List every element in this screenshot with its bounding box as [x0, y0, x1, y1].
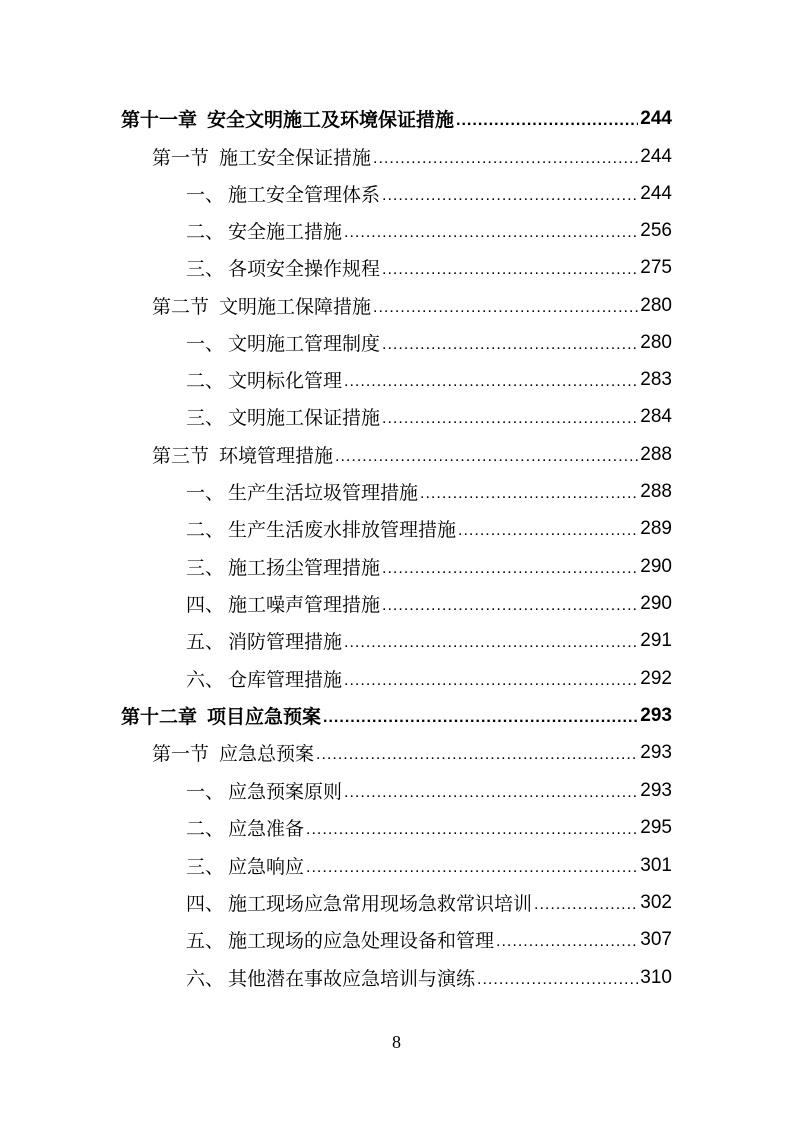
toc-subsection[interactable]: [186, 884, 672, 921]
entry-page-number: 290: [640, 555, 672, 577]
entry-title: 施工扬尘管理措施: [228, 557, 381, 579]
entry-page-number: 295: [640, 816, 672, 838]
toc-subsection[interactable]: [186, 585, 672, 622]
entry-page-number: 244: [640, 107, 672, 129]
toc-subsection[interactable]: [186, 398, 672, 435]
entry-title: 文明施工保障措施: [219, 296, 372, 318]
entry-prefix: 二、: [186, 519, 225, 541]
entry-title: 文明施工管理制度: [228, 333, 381, 355]
entry-title: 应急预案原则: [228, 781, 343, 803]
dot-leader: [344, 634, 638, 652]
dot-leader: [382, 187, 638, 205]
dot-leader: [458, 522, 638, 540]
toc-subsection[interactable]: [186, 473, 672, 510]
entry-prefix: 一、: [186, 781, 225, 803]
entry-page-number: 290: [640, 592, 672, 614]
entry-title: 施工安全管理体系: [228, 184, 381, 206]
entry-prefix: 二、: [186, 370, 225, 392]
entry-prefix: 三、: [186, 407, 225, 429]
entry-page-number: 284: [640, 405, 672, 427]
entry-page-number: 283: [640, 368, 672, 390]
entry-page-number: 291: [640, 629, 672, 651]
entry-prefix: 第一节: [152, 743, 210, 765]
entry-page-number: 302: [640, 891, 672, 913]
toc-subsection[interactable]: [186, 772, 672, 809]
entry-title: 环境管理措施: [219, 445, 334, 467]
dot-leader: [344, 373, 638, 391]
entry-page-number: 293: [640, 741, 672, 763]
entry-prefix: 一、: [186, 482, 225, 504]
entry-prefix: 四、: [186, 893, 225, 915]
entry-prefix: 第一节: [152, 147, 210, 169]
toc-subsection[interactable]: [186, 622, 672, 659]
toc-subsection[interactable]: [186, 175, 672, 212]
entry-page-number: 288: [640, 443, 672, 465]
entry-prefix: 三、: [186, 557, 225, 579]
entry-prefix: 第二节: [152, 296, 210, 318]
toc-subsection[interactable]: [186, 361, 672, 398]
entry-page-number: 244: [640, 182, 672, 204]
entry-prefix: 四、: [186, 594, 225, 616]
toc-subsection[interactable]: [186, 809, 672, 846]
dot-leader: [496, 933, 638, 951]
toc-subsection[interactable]: [186, 249, 672, 286]
entry-prefix: 三、: [186, 856, 225, 878]
toc-section[interactable]: [152, 734, 672, 771]
entry-title: 应急准备: [228, 818, 305, 840]
dot-leader: [382, 597, 638, 615]
entry-page-number: 280: [640, 294, 672, 316]
dot-leader: [373, 299, 638, 317]
toc-chapter[interactable]: [121, 697, 672, 734]
entry-prefix: 一、: [186, 333, 225, 355]
entry-title: 生产生活垃圾管理措施: [228, 482, 419, 504]
dot-leader: [344, 224, 638, 242]
entry-title: 仓库管理措施: [228, 669, 343, 691]
entry-title: 应急响应: [228, 856, 305, 878]
toc-subsection[interactable]: [186, 660, 672, 697]
dot-leader: [306, 859, 638, 877]
entry-prefix: 第十二章: [121, 706, 198, 728]
entry-prefix: 二、: [186, 818, 225, 840]
dot-leader: [335, 448, 638, 466]
dot-leader: [344, 784, 638, 802]
dot-leader: [420, 485, 638, 503]
dot-leader: [382, 560, 638, 578]
entry-title: 文明标化管理: [228, 370, 343, 392]
entry-title: 消防管理措施: [228, 631, 343, 653]
entry-title: 安全施工措施: [228, 221, 343, 243]
entry-page-number: 292: [640, 667, 672, 689]
dot-leader: [382, 261, 638, 279]
entry-page-number: 310: [640, 966, 672, 988]
entry-title: 其他潜在事故应急培训与演练: [228, 968, 476, 990]
entry-title: 施工安全保证措施: [219, 147, 372, 169]
entry-page-number: 293: [640, 779, 672, 801]
dot-leader: [456, 112, 638, 130]
toc-subsection[interactable]: [186, 324, 672, 361]
entry-title: 各项安全操作规程: [228, 258, 381, 280]
dot-leader: [382, 336, 638, 354]
toc-subsection[interactable]: [186, 212, 672, 249]
entry-prefix: 三、: [186, 258, 225, 280]
dot-leader: [323, 709, 638, 727]
dot-leader: [534, 896, 638, 914]
toc-section[interactable]: [152, 287, 672, 324]
entry-prefix: 六、: [186, 968, 225, 990]
dot-leader: [306, 821, 638, 839]
entry-prefix: 五、: [186, 930, 225, 952]
toc-chapter[interactable]: [121, 100, 672, 137]
dot-leader: [382, 410, 638, 428]
entry-page-number: 289: [640, 517, 672, 539]
entry-title: 安全文明施工及环境保证措施: [207, 109, 455, 131]
entry-prefix: 一、: [186, 184, 225, 206]
toc-subsection[interactable]: [186, 921, 672, 958]
entry-page-number: 256: [640, 219, 672, 241]
toc-subsection[interactable]: [186, 847, 672, 884]
entry-page-number: 244: [640, 145, 672, 167]
dot-leader: [477, 971, 638, 989]
entry-page-number: 301: [640, 854, 672, 876]
toc-section[interactable]: [152, 138, 672, 175]
entry-title: 项目应急预案: [207, 706, 322, 728]
toc-section[interactable]: [152, 436, 672, 473]
entry-prefix: 五、: [186, 631, 225, 653]
entry-page-number: 293: [640, 704, 672, 726]
page-number: 8: [392, 1032, 401, 1052]
entry-title: 文明施工保证措施: [228, 407, 381, 429]
toc-subsection[interactable]: [186, 959, 672, 996]
entry-title: 生产生活废水排放管理措施: [228, 519, 457, 541]
entry-prefix: 六、: [186, 669, 225, 691]
entry-page-number: 307: [640, 928, 672, 950]
entry-page-number: 275: [640, 256, 672, 278]
dot-leader: [373, 150, 638, 168]
entry-prefix: 二、: [186, 221, 225, 243]
entry-prefix: 第三节: [152, 445, 210, 467]
toc-subsection[interactable]: [186, 510, 672, 547]
entry-title: 应急总预案: [219, 743, 315, 765]
entry-title: 施工现场的应急处理设备和管理: [228, 930, 495, 952]
entry-title: 施工现场应急常用现场急救常识培训: [228, 893, 533, 915]
toc-subsection[interactable]: [186, 548, 672, 585]
entry-page-number: 280: [640, 331, 672, 353]
dot-leader: [316, 746, 638, 764]
entry-page-number: 288: [640, 480, 672, 502]
dot-leader: [344, 672, 638, 690]
entry-title: 施工噪声管理措施: [228, 594, 381, 616]
entry-prefix: 第十一章: [121, 109, 198, 131]
